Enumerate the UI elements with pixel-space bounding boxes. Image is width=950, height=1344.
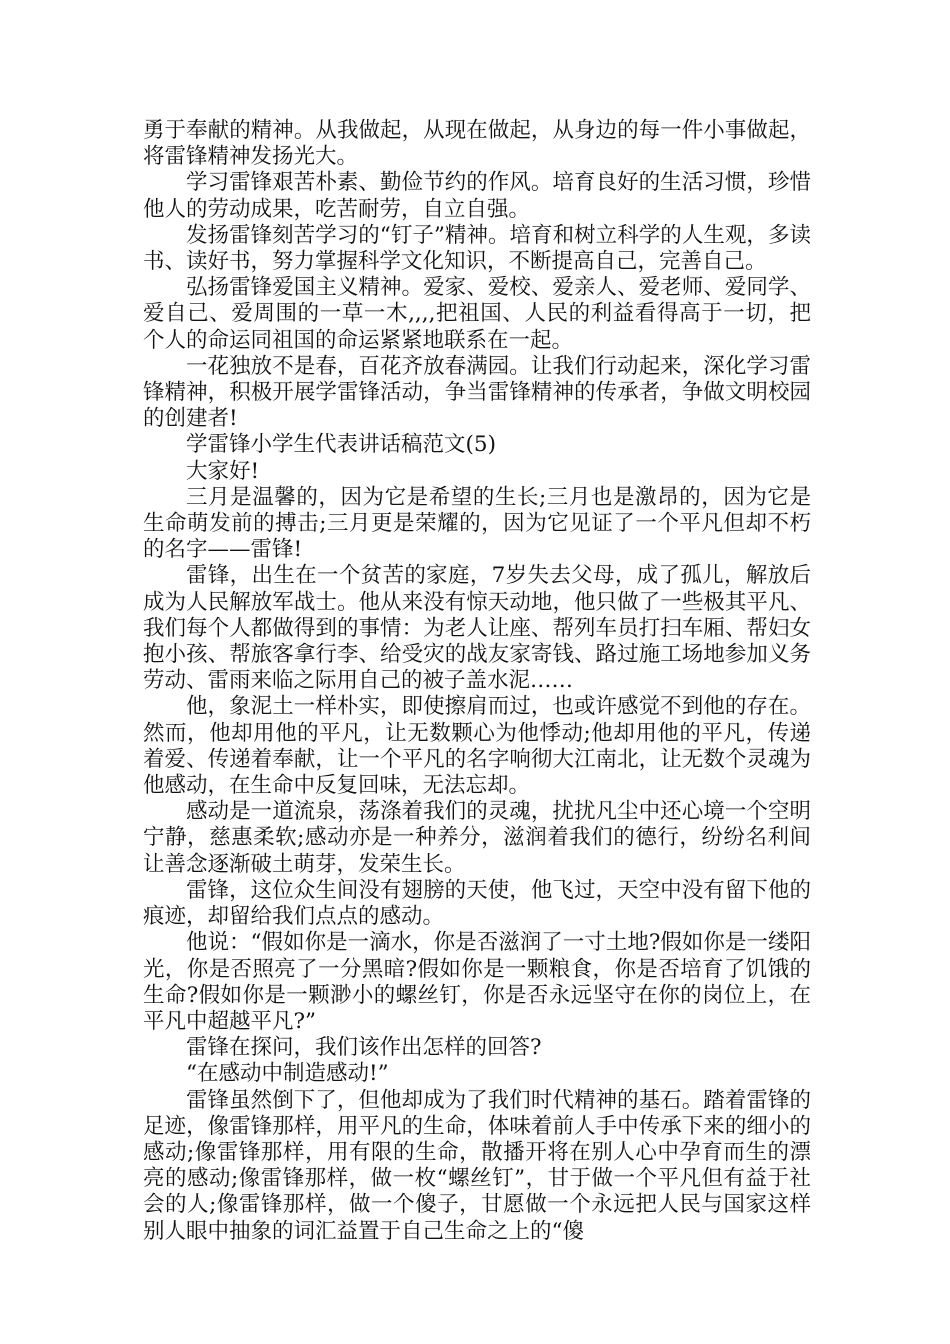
paragraph-hard-work-style: 学习雷锋艰苦朴素、勤俭节约的作风。培育良好的生活习惯，珍惜他人的劳动成果，吃苦耐劳，自立自强。 (143, 170, 811, 222)
section-heading: 学雷锋小学生代表讲话稿范文(5) (186, 432, 496, 458)
paragraph-biography: 雷锋，出生在一个贫苦的家庭，7岁失去父母，成了孤儿，解放后成为人民解放军战士。他从来没有惊天动地，他只做了一些极其平凡、我们每个人都做得到的事情：为老人让座、帮列车员打扫车厢、帮妇女抱小孩、帮旅客拿行李、给受灾的战友家寄钱、路过施工场地参加义务劳动、雷雨来临之际用自己的被子盖水泥…… (143, 563, 811, 694)
paragraph-march: 三月是温馨的，因为它是希望的生长;三月也是激昂的，因为它是生命萌发前的搏击;三月更是荣耀的，因为它见证了一个平凡但却不朽的名字——雷锋! (143, 484, 811, 563)
paragraph-patriotism: 弘扬雷锋爱国主义精神。爱家、爱校、爱亲人、爱老师、爱同学、爱自己、爱周围的一草一木,,,,把祖国、人民的利益看得高于一切，把个人的命运同祖国的命运紧紧地联系在一起。 (143, 275, 811, 353)
paragraph-question: 雷锋在探问，我们该作出怎样的回答? (186, 1035, 542, 1061)
paragraph-ordinary: 他，象泥土一样朴实，即使擦肩而过，也或许感觉不到他的存在。然而，他却用他的平凡，让无数颗心为他悸动;他却用他的平凡，传递着爱、传递着奉献，让一个平凡的名字响彻大江南北，让无数个灵魂为他感动，在生命中反复回味，无法忘却。 (143, 694, 811, 799)
paragraph-moved: 感动是一道流泉，荡涤着我们的灵魂，扰扰凡尘中还心境一个空明宁静，慈惠柔软;感动亦是一种养分，滋润着我们的德行，纷纷名利间让善念逐渐破土萌芽，发荣生长。 (143, 799, 811, 877)
paragraph-angel: 雷锋，这位众生间没有翅膀的天使，他飞过，天空中没有留下他的痕迹，却留给我们点点的感动。 (143, 877, 811, 930)
greeting: 大家好! (186, 458, 260, 484)
paragraph-answer: “在感动中制造感动!” (186, 1061, 389, 1087)
document-page (143, 118, 811, 1245)
paragraph-cornerstone: 雷锋虽然倒下了，但他却成为了我们时代精神的基石。踏着雷锋的足迹，像雷锋那样，用平凡的生命，体味着前人手中传承下来的细小的感动;像雷锋那样，用有限的生命，散播开将在别人心中孕育而生的漂亮的感动;像雷锋那样，做一枚“螺丝钉”，甘于做一个平凡但有益于社会的人;像雷锋那样，做一个傻子，甘愿做一个永远把人民与国家这样别人眼中抽象的词汇益置于自己生命之上的“傻 (143, 1087, 811, 1244)
paragraph-quote: 他说：“假如你是一滴水，你是否滋润了一寸土地?假如你是一缕阳光，你是否照亮了一分黑暗?假如你是一颗粮食，你是否培育了饥饿的生命?假如你是一颗渺小的螺丝钉，你是否永远坚守在你的岗位上，在平凡中超越平凡?” (143, 930, 811, 1034)
paragraph-call-to-action: 一花独放不是春，百花齐放春满园。让我们行动起来，深化学习雷锋精神，积极开展学雷锋活动，争当雷锋精神的传承者，争做文明校园的创建者! (143, 353, 811, 432)
paragraph-nail-spirit: 发扬雷锋刻苦学习的“钉子”精神。培育和树立科学的人生观，多读书、读好书，努力掌握科学文化知识，不断提高自己，完善自己。 (143, 222, 811, 275)
paragraph-continuation: 勇于奉献的精神。从我做起，从现在做起，从身边的每一件小事做起，将雷锋精神发扬光大。 (143, 118, 811, 170)
